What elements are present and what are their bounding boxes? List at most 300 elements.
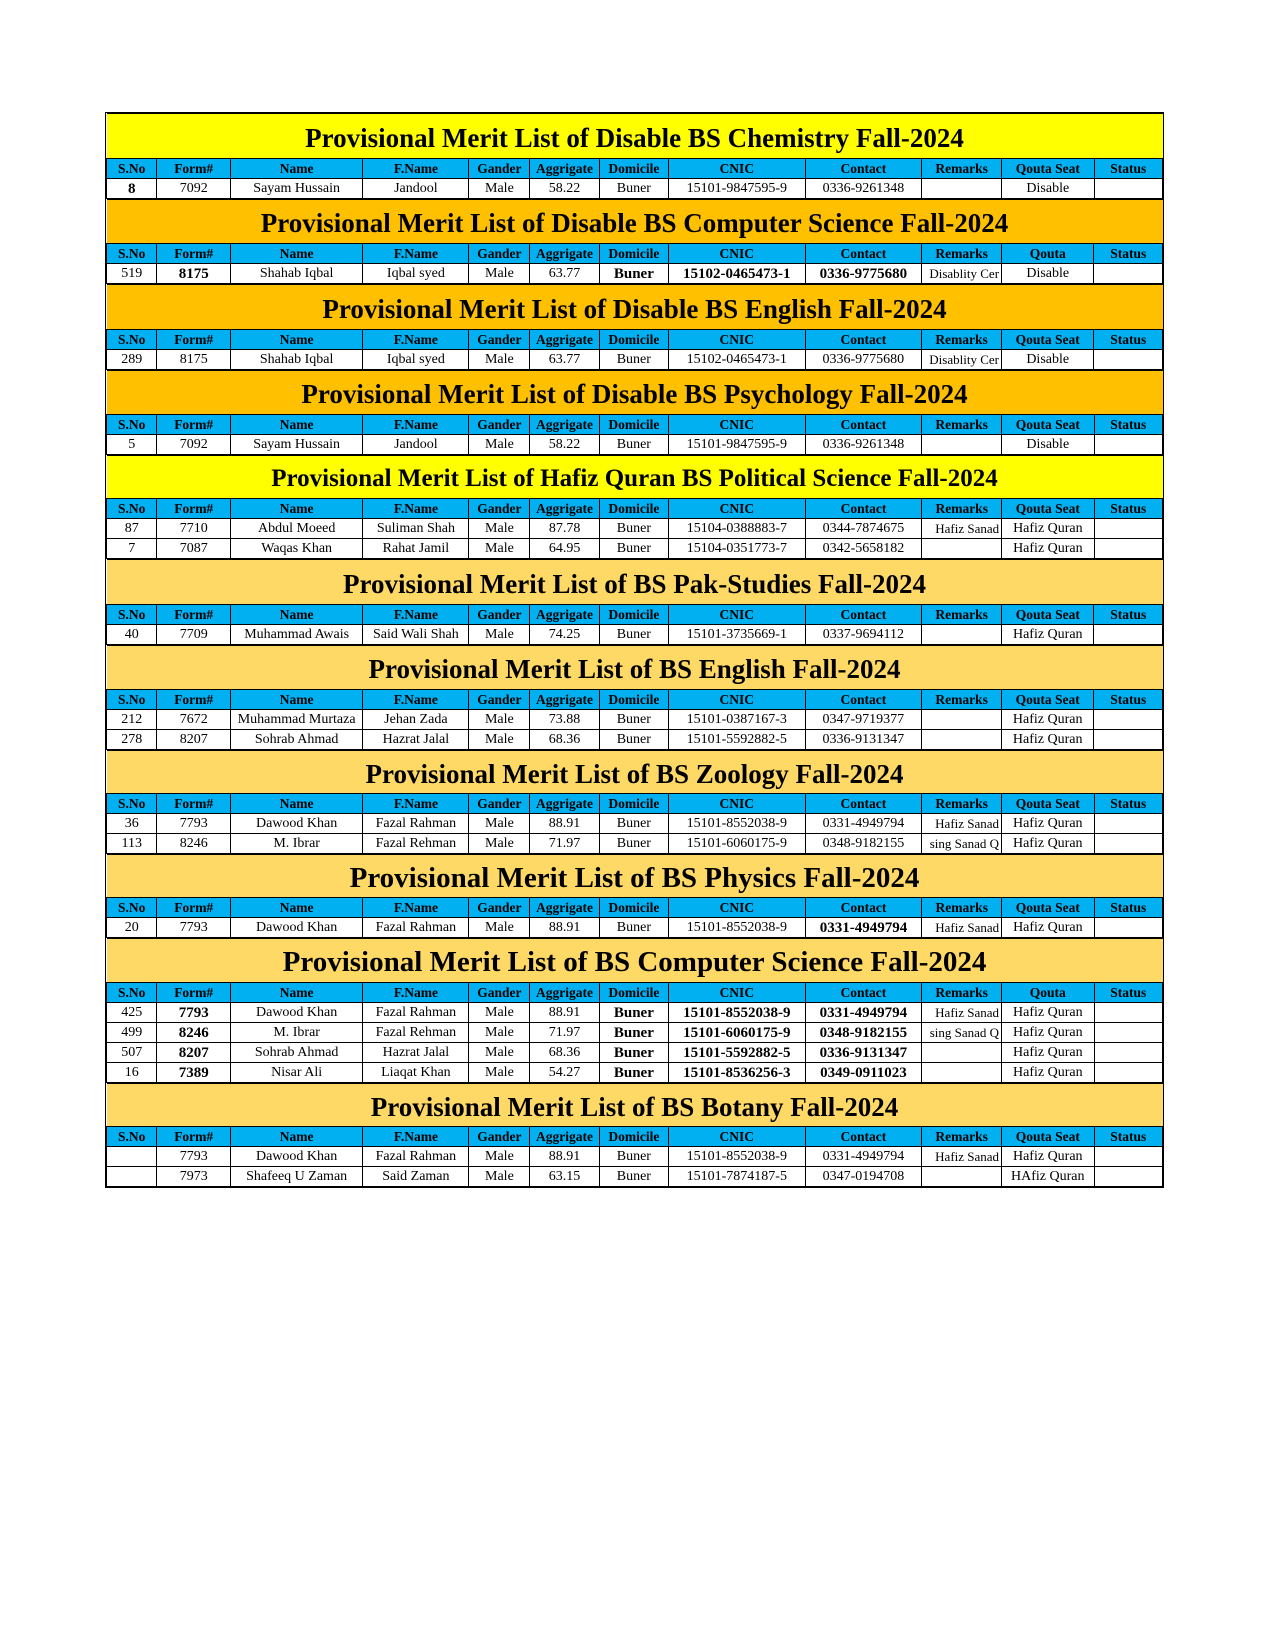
column-header: CNIC [668,330,805,350]
column-header: Form# [157,690,231,710]
merit-table-7 [106,750,1163,854]
column-header: Remarks [922,794,1002,814]
column-header: Aggrigate [530,983,599,1003]
column-header: Status [1094,159,1162,179]
table-cell: Hafiz Sanad [922,918,1002,938]
table-cell: Buner [599,625,668,645]
table-cell [1094,435,1163,455]
table-header-row [107,499,1163,519]
table-cell: Fazal Rahman [363,1147,469,1167]
table-header-row [107,690,1163,710]
table-cell: Male [469,539,530,559]
table-cell: Hafiz Quran [1002,1023,1094,1043]
table-cell [1094,918,1162,938]
table-cell [922,539,1002,559]
table-cell: Dawood Khan [230,814,362,834]
table-header-row [107,983,1163,1003]
table-cell: Male [469,1023,530,1043]
table-row [107,519,1163,539]
table-cell: 0347-0194708 [805,1167,922,1187]
column-header: CNIC [669,983,806,1003]
column-header: Status [1094,794,1163,814]
table-cell [922,435,1002,455]
column-header: Name [230,330,362,350]
merit-title-row [107,285,1163,330]
table-cell: 212 [107,710,157,730]
table-row [107,264,1163,284]
merit-title-row [107,1084,1163,1127]
table-cell: Disablity Cer [922,264,1002,284]
column-header: Qouta Seat [1002,794,1094,814]
table-cell: 0336-9131347 [805,730,922,750]
table-cell: Dawood Khan [230,1147,362,1167]
merit-title: Provisional Merit List of BS Physics Fall-2024 [107,855,1163,898]
table-cell: Fazal Rahman [363,1003,469,1023]
table-cell: Buner [599,730,668,750]
column-header: Status [1094,1127,1163,1147]
merit-title-row [107,939,1163,983]
table-cell: Buner [599,1043,668,1063]
merit-table-4 [106,455,1163,559]
table-cell: Buner [599,918,668,938]
table-row [107,710,1163,730]
column-header: S.No [107,983,157,1003]
column-header: Gander [469,330,530,350]
table-cell: Hazrat Jalal [363,730,469,750]
column-header: Domicile [599,415,668,435]
table-cell: 0336-9775680 [805,350,922,370]
table-cell: 15101-9847595-9 [669,179,806,199]
table-cell: 0331-4949794 [805,1147,922,1167]
merit-table-6 [106,645,1163,750]
column-header: Contact [805,1127,922,1147]
column-header: Domicile [599,794,668,814]
table-cell: 73.88 [530,710,599,730]
table-cell: Hafiz Quran [1002,918,1094,938]
table-cell: Jandool [363,179,469,199]
table-cell: Male [469,834,530,854]
column-header: Gander [469,159,530,179]
table-cell: 15104-0388883-7 [669,519,806,539]
table-cell: Dawood Khan [230,1003,362,1023]
table-row [107,1167,1163,1187]
table-cell [1094,350,1163,370]
table-cell: 7793 [157,814,231,834]
column-header: F.Name [363,1127,469,1147]
merit-title-row [107,371,1163,415]
table-cell: 0348-9182155 [805,1023,922,1043]
table-cell: Fazal Rehman [363,834,469,854]
table-row [107,435,1163,455]
table-cell: 15101-9847595-9 [669,435,806,455]
table-cell: 15101-8552038-9 [669,918,806,938]
table-cell: 278 [107,730,157,750]
table-cell: Disable [1002,264,1094,284]
column-header: Domicile [599,1127,668,1147]
column-header: Aggrigate [530,330,599,350]
table-cell: Male [469,918,530,938]
merit-title: Provisional Merit List of BS Computer Science Fall-2024 [107,939,1163,983]
table-cell: 40 [107,625,157,645]
table-cell: Shahab Iqbal [230,264,362,284]
column-header: Gander [469,1127,530,1147]
column-header: Form# [157,244,231,264]
table-cell: Hafiz Quran [1002,814,1094,834]
column-header: Name [230,794,362,814]
table-row [107,625,1163,645]
column-header: Remarks [922,415,1002,435]
table-cell [922,1167,1002,1187]
column-header: Domicile [599,605,668,625]
merit-title-row [107,855,1163,898]
column-header: Name [230,244,362,264]
column-header: Status [1094,499,1162,519]
column-header: Domicile [599,330,668,350]
table-cell: Disablity Cer [922,350,1002,370]
table-cell: 0344-7874675 [805,519,922,539]
table-cell: Male [469,1167,530,1187]
table-cell: 71.97 [530,1023,599,1043]
table-cell: Male [469,710,530,730]
table-header-row [107,244,1163,264]
column-header: Domicile [599,159,668,179]
table-cell: 15101-8552038-9 [669,1147,806,1167]
table-cell: Hafiz Quran [1002,730,1094,750]
column-header: S.No [107,244,157,264]
table-header-row [107,898,1163,918]
column-header: Form# [157,159,231,179]
table-cell: Male [469,179,530,199]
column-header: Form# [157,605,231,625]
column-header: Status [1094,244,1163,264]
table-cell: 0347-9719377 [805,710,922,730]
merit-table-5 [106,559,1163,645]
table-cell: 0331-4949794 [805,1003,922,1023]
table-cell: 87.78 [530,519,599,539]
table-cell: 74.25 [530,625,599,645]
column-header: Status [1094,690,1163,710]
column-header: Contact [805,983,922,1003]
table-cell: Rahat Jamil [363,539,469,559]
table-cell: 519 [107,264,157,284]
column-header: Remarks [922,690,1002,710]
table-cell: Iqbal syed [363,264,469,284]
column-header: Aggrigate [530,898,599,918]
table-cell [922,730,1002,750]
table-cell: Hafiz Sanad [922,519,1002,539]
table-cell: Buner [599,539,668,559]
table-cell: 7389 [157,1063,231,1083]
merit-title: Provisional Merit List of Hafiz Quran BS Political Science Fall-2024 [107,456,1163,499]
table-cell: 7973 [157,1167,231,1187]
table-cell: Buner [599,519,668,539]
table-cell: 15102-0465473-1 [669,264,806,284]
table-cell: 58.22 [530,435,599,455]
table-cell: Male [469,435,530,455]
table-cell [1094,1147,1163,1167]
table-cell [1094,519,1162,539]
column-header: Form# [157,415,231,435]
column-header: CNIC [669,898,806,918]
table-cell: 7793 [157,1003,231,1023]
column-header: Aggrigate [530,499,599,519]
table-cell: Male [469,625,530,645]
table-cell: Fazal Rahman [363,918,469,938]
table-row [107,1003,1163,1023]
column-header: Status [1094,605,1163,625]
column-header: Name [230,499,362,519]
table-cell: 8246 [157,834,231,854]
column-header: Domicile [599,690,668,710]
column-header: S.No [107,605,157,625]
table-row [107,179,1163,199]
table-cell: 8246 [157,1023,231,1043]
column-header: Contact [805,499,922,519]
table-cell: M. Ibrar [230,834,362,854]
table-cell: Buner [599,1063,668,1083]
table-cell: Male [469,264,530,284]
column-header: Qouta Seat [1002,898,1094,918]
table-cell: sing Sanad Q [922,1023,1002,1043]
column-header: F.Name [363,983,469,1003]
column-header: S.No [107,690,157,710]
table-cell: Muhammad Murtaza [230,710,362,730]
table-cell: 7710 [157,519,231,539]
table-cell: 0331-4949794 [805,814,922,834]
table-cell: Buner [599,1147,668,1167]
table-cell [1094,625,1163,645]
table-cell: Buner [599,1167,668,1187]
table-cell: 0336-9131347 [805,1043,922,1063]
table-cell: 63.77 [530,264,599,284]
column-header: Contact [805,159,922,179]
table-header-row [107,1127,1163,1147]
column-header: Gander [469,983,530,1003]
column-header: Qouta Seat [1002,159,1094,179]
table-cell: Dawood Khan [230,918,362,938]
table-cell: 8175 [157,264,231,284]
merit-table-0 [106,113,1163,199]
column-header: Contact [805,794,922,814]
table-cell: Said Zaman [363,1167,469,1187]
merit-title: Provisional Merit List of Disable BS English Fall-2024 [107,285,1163,330]
table-cell: Hafiz Quran [1002,519,1094,539]
table-cell: Suliman Shah [363,519,469,539]
merit-table-9 [106,938,1163,1083]
column-header: Remarks [922,983,1002,1003]
table-header-row [107,605,1163,625]
table-cell: 15102-0465473-1 [668,350,805,370]
column-header: CNIC [669,159,806,179]
table-cell: Shafeeq U Zaman [230,1167,362,1187]
column-header: S.No [107,159,157,179]
column-header: Remarks [922,1127,1002,1147]
table-cell: Hazrat Jalal [363,1043,469,1063]
table-cell: 15101-8552038-9 [669,1003,806,1023]
table-cell [1094,264,1163,284]
table-cell: Hafiz Quran [1002,834,1094,854]
column-header: CNIC [669,244,806,264]
table-cell [1094,1167,1163,1187]
column-header: Contact [805,330,922,350]
table-cell [922,625,1002,645]
column-header: Status [1094,983,1162,1003]
table-cell: 64.95 [530,539,599,559]
column-header: CNIC [668,690,805,710]
merit-title: Provisional Merit List of Disable BS Computer Science Fall-2024 [107,200,1163,244]
column-header: Aggrigate [530,690,599,710]
table-cell: Sayam Hussain [230,435,362,455]
table-cell: 8207 [157,1043,231,1063]
table-cell: 15101-6060175-9 [669,1023,806,1043]
column-header: Qouta Seat [1002,499,1094,519]
column-header: CNIC [669,794,806,814]
table-row [107,1063,1163,1083]
column-header: F.Name [363,330,469,350]
column-header: Qouta Seat [1002,690,1094,710]
table-cell: Buner [599,1023,668,1043]
merit-title: Provisional Merit List of Disable BS Psychology Fall-2024 [107,371,1163,415]
column-header: F.Name [363,898,469,918]
table-cell: Male [469,1043,530,1063]
column-header: Name [230,983,362,1003]
table-cell: Buner [599,814,668,834]
table-cell: 7087 [157,539,231,559]
table-header-row [107,159,1163,179]
merit-title-row [107,646,1163,690]
table-cell: 5 [107,435,157,455]
table-cell: 36 [107,814,157,834]
table-cell: 16 [107,1063,157,1083]
table-cell: Buner [599,1003,668,1023]
table-cell: Said Wali Shah [363,625,469,645]
column-header: F.Name [363,244,469,264]
column-header: S.No [107,415,157,435]
column-header: Domicile [599,499,668,519]
column-header: Gander [469,499,530,519]
table-cell: 8175 [157,350,231,370]
column-header: Name [230,415,362,435]
merit-list-sheet [105,112,1164,1188]
table-header-row [107,794,1163,814]
column-header: F.Name [363,794,469,814]
table-cell [1094,710,1163,730]
table-cell: Liaqat Khan [363,1063,469,1083]
table-row [107,814,1163,834]
column-header: Form# [157,1127,231,1147]
table-cell [1094,1003,1162,1023]
column-header: S.No [107,794,157,814]
table-cell: Muhammad Awais [230,625,362,645]
table-cell: Hafiz Sanad [922,1003,1002,1023]
column-header: Qouta [1002,244,1094,264]
table-cell: Hafiz Quran [1002,1003,1094,1023]
table-cell [1094,1043,1162,1063]
column-header: Gander [469,605,530,625]
column-header: Name [230,898,362,918]
table-cell: Disable [1001,350,1093,370]
merit-title: Provisional Merit List of Disable BS Chemistry Fall-2024 [107,114,1163,159]
table-cell: Male [469,1147,530,1167]
column-header: Form# [157,499,231,519]
column-header: Gander [469,244,530,264]
column-header: Qouta Seat [1002,1127,1094,1147]
column-header: Aggrigate [530,794,599,814]
table-cell: Buner [599,710,668,730]
table-cell: 7092 [157,179,231,199]
table-row [107,539,1163,559]
table-cell [1094,539,1162,559]
table-header-row [107,415,1163,435]
table-cell: 7092 [157,435,231,455]
table-cell: 54.27 [530,1063,599,1083]
table-cell: Abdul Moeed [230,519,362,539]
table-cell: 507 [107,1043,157,1063]
column-header: Gander [469,794,530,814]
column-header: S.No [107,330,157,350]
table-cell: 15101-5592882-5 [669,1043,806,1063]
table-cell: 7709 [157,625,231,645]
table-cell: Fazal Rahman [363,814,469,834]
table-cell: Fazal Rehman [363,1023,469,1043]
table-cell: 0337-9694112 [805,625,922,645]
table-row [107,1023,1163,1043]
table-cell [1094,730,1163,750]
column-header: Form# [157,983,231,1003]
table-cell: 88.91 [530,814,599,834]
merit-table-8 [106,854,1163,938]
table-cell: 88.91 [530,918,599,938]
table-cell [922,710,1002,730]
column-header: Gander [469,898,530,918]
column-header: Form# [157,330,231,350]
column-header: Domicile [599,898,668,918]
column-header: Domicile [599,983,668,1003]
column-header: Name [230,605,362,625]
table-cell: 68.36 [530,730,599,750]
column-header: Contact [805,244,922,264]
table-cell: 20 [107,918,157,938]
column-header: Form# [157,794,231,814]
column-header: Aggrigate [530,159,599,179]
table-cell: 88.91 [530,1003,599,1023]
column-header: Qouta Seat [1002,605,1094,625]
column-header: F.Name [363,690,469,710]
table-cell [107,1167,157,1187]
table-cell: Hafiz Quran [1002,1147,1094,1167]
table-cell: Hafiz Sanad [922,1147,1002,1167]
table-cell: 425 [107,1003,157,1023]
table-cell: 71.97 [530,834,599,854]
table-cell: 8207 [157,730,231,750]
table-cell: 15101-8552038-9 [669,814,806,834]
table-cell: Buner [599,435,668,455]
column-header: Form# [157,898,231,918]
column-header: Contact [805,898,922,918]
table-cell: Buner [599,179,668,199]
table-cell [1094,179,1162,199]
table-cell [1094,814,1163,834]
column-header: Name [230,1127,362,1147]
column-header: Qouta Seat [1002,415,1094,435]
table-cell: 289 [107,350,157,370]
table-cell: 87 [107,519,157,539]
table-cell: M. Ibrar [230,1023,362,1043]
table-cell: 88.91 [530,1147,599,1167]
merit-title-row [107,200,1163,244]
table-cell: Male [469,350,530,370]
column-header: F.Name [363,415,469,435]
